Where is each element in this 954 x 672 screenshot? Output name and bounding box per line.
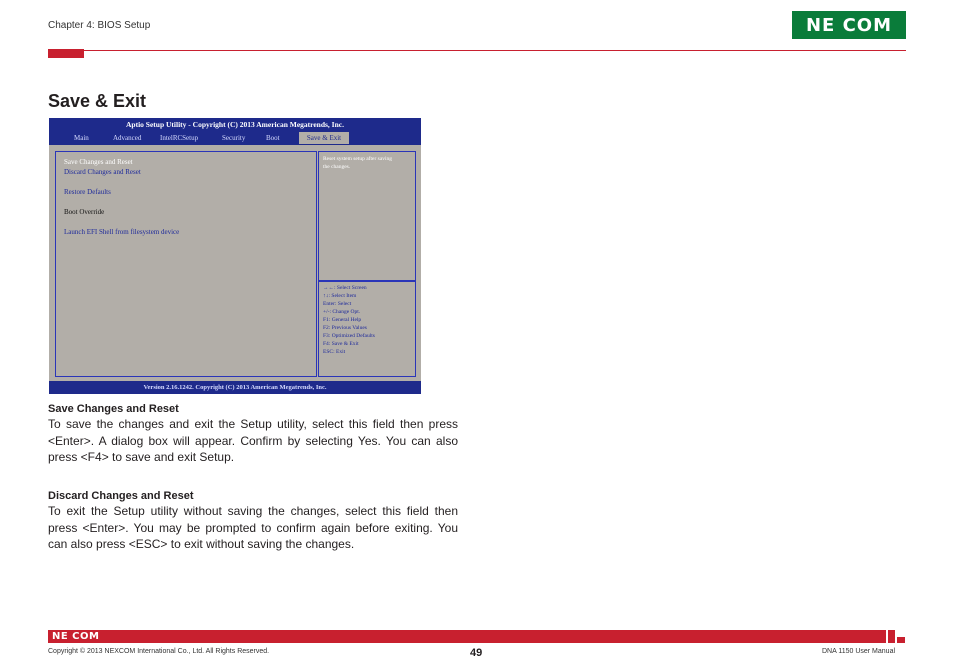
footer-bar (48, 630, 886, 643)
bios-item-save-changes-reset: Save Changes and Reset (64, 158, 133, 166)
bios-item-restore-defaults: Restore Defaults (64, 188, 111, 196)
paragraph-line: can also press <ESC> to exit without saving the changes. (48, 537, 355, 551)
bios-main-panel (55, 151, 317, 377)
section-body-discard (48, 503, 458, 553)
bios-help-line: Reset system setup after saving (323, 156, 393, 162)
bios-key-line: F4: Save & Exit (323, 341, 359, 347)
copyright-text: Copyright © 2013 NEXCOM International Co., Ltd. All Rights Reserved. (48, 648, 270, 655)
bios-help-panel (318, 151, 416, 281)
bios-menu-save-exit: Save & Exit (299, 132, 349, 144)
section-body-save (48, 416, 458, 466)
bios-key-line: +/-: Change Opt. (323, 309, 361, 315)
bios-key-line: F2: Previous Values (323, 325, 367, 331)
bios-footer-bar: Version 2.16.1242. Copyright (C) 2013 American Megatrends, Inc. (49, 381, 421, 394)
section-heading-save: Save Changes and Reset (48, 403, 179, 415)
bios-item-launch-efi: Launch EFI Shell from filesystem device (64, 228, 180, 236)
bios-menu-intelrcsetup: IntelRCSetup (160, 134, 199, 142)
bios-item-boot-override: Boot Override (64, 208, 105, 216)
bios-menu-bar (49, 132, 421, 145)
bios-key-line: F3: Optimized Defaults (323, 333, 375, 339)
footer-square (897, 637, 905, 643)
bios-key-legend (318, 281, 416, 377)
header-divider (84, 50, 906, 51)
bios-key-line: →←: Select Screen (323, 285, 367, 291)
bios-key-line: ESC: Exit (323, 349, 346, 355)
paragraph-line: press <F4> to save and exit Setup. (48, 450, 235, 464)
bios-title-bar: Aptio Setup Utility - Copyright (C) 2013 American Megatrends, Inc. (49, 118, 421, 132)
footer-square (888, 630, 895, 643)
bios-menu-boot: Boot (266, 134, 280, 142)
page-title: Save & Exit (48, 91, 147, 111)
nexcom-logo-text: NE COM (805, 14, 893, 36)
bios-item-discard-changes-reset: Discard Changes and Reset (64, 168, 141, 176)
page-number: 49 (470, 647, 483, 659)
nexcom-footer-logo: NE COM (52, 631, 100, 642)
paragraph-line: To save the changes and exit the Setup utility, select this field then press (48, 417, 458, 431)
bios-help-line: the changes. (323, 164, 351, 170)
bios-screenshot (49, 118, 421, 394)
manual-title: DNA 1150 User Manual (822, 648, 896, 655)
bios-key-line: Enter: Select (323, 301, 352, 307)
paragraph-line: press <Enter>. You may be prompted to confirm again before exiting. You (48, 520, 458, 535)
bios-key-line: ↑↓: Select Item (323, 293, 357, 299)
paragraph-line: To exit the Setup utility without saving the changes, select this field then (48, 504, 458, 518)
paragraph-line: <Enter>. A dialog box will appear. Confirm by selecting Yes. You can also (48, 433, 458, 448)
bios-menu-main: Main (74, 134, 89, 142)
header-accent-block (48, 49, 84, 58)
chapter-label: Chapter 4: BIOS Setup (48, 20, 151, 31)
nexcom-logo (792, 11, 906, 39)
bios-menu-advanced: Advanced (113, 134, 142, 142)
footer-corner-squares (888, 630, 906, 646)
bios-key-line: F1: General Help (323, 317, 362, 323)
section-heading-discard: Discard Changes and Reset (48, 490, 194, 502)
bios-menu-security: Security (222, 134, 246, 142)
